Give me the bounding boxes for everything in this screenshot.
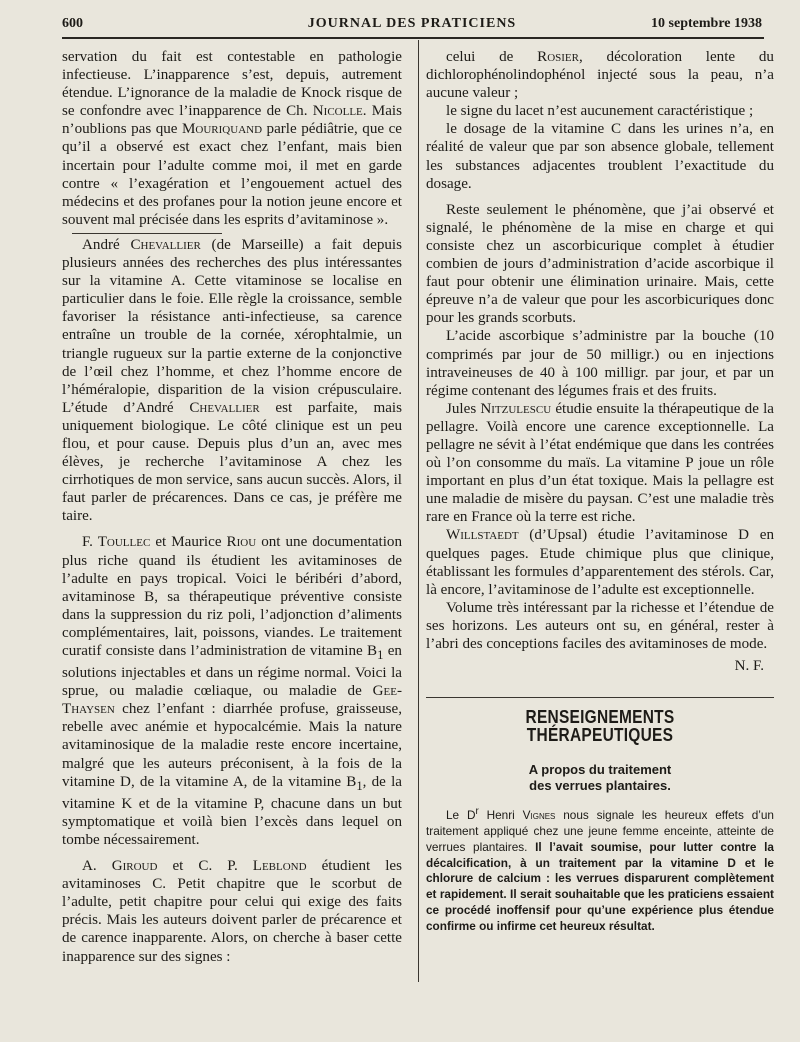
paragraph-willstaedt: Willstaedt (d’Upsal) étudie l’avitaminose D en quelques pages. Etude chimique plus que clinique, établissant les formules d’apparentement des stérols. Car, là encore, l’avitaminose de l’adulte est exceptionnelle. bbox=[426, 527, 774, 598]
paragraph-gap bbox=[62, 525, 402, 533]
subscript: 1 bbox=[377, 648, 384, 663]
author-name: F. Toullec bbox=[82, 534, 151, 551]
article-title: A propos du traitement des verrues plantaires. bbox=[528, 762, 672, 794]
column-divider bbox=[418, 40, 419, 982]
emphasis-text: Il serait souhaitable que les praticiens essaient ce procédé inoffensif pour qu’une expérience plus étendue confirme ou infirme cet heureux résultat. bbox=[426, 887, 774, 933]
author-name: Willstaedt bbox=[446, 527, 519, 544]
paragraph-mouriquand: servation du fait est contestable en pathologie infectieuse. L’inapparence s’est, depuis, autrement étendue. L’ignorance de la maladie de Knock risque de se confondre avec l’inapparence de Ch. Nicolle. Mais n’oublions pas que Mouriquand parle pédiâtrie, que ce qu’il a observé est exact chez l’enfant, mais bien incertain pour l’adulte comme moi, il met en garde contre « l’exagération et l’engouement actuel des médecins et des profanes pour la notion jeune encore et souvent mal précisée dans les esprits d’avitaminose ». bbox=[62, 49, 402, 228]
superscript: r bbox=[475, 806, 479, 818]
section-title: RENSEIGNEMENTS THÉRAPEUTIQUES bbox=[525, 707, 675, 746]
author-name: Chevallier bbox=[130, 236, 201, 253]
right-column bbox=[426, 48, 774, 935]
article-body: Le $D^r$ Henri Vignes nous signale les heureux effets d’un traitement appliqué chez une jeune femme enceinte, atteinte de verrues plantaires. Il l’avait soumise, pour lutter contre la décalcification, à un traitement par la vitamine D et le chlorure de calcium : les verrues disparurent complètement et rapidement. Il serait souhaitable que les praticiens essaient ce procédé inoffensif pour qu’une expérience plus étendue confirme ou infirme cet heureux résultat. bbox=[426, 806, 774, 933]
subscript: 1 bbox=[356, 778, 363, 793]
paragraph-rosier: celui de Rosier, décoloration lente du dichlorophénolindophénol injecté sous la peau, n’a aucune valeur ; bbox=[426, 49, 774, 102]
author-name: Gee-Thaysen bbox=[62, 683, 402, 718]
paragraph-gap bbox=[62, 849, 402, 857]
paragraph-mise-en-charge: Reste seulement le phénomène, que j’ai observé et signalé, le phénomène de la mise en charge et qui consiste chez un ascorbicurique complet à étudier combien de jours d’administration d’acide ascorbique il faut pour obtenir une élimination urinaire. Mais, cette épreuve n’a de valeur que pour les ascorbicuriques donc pour les grands scorbuts. bbox=[426, 201, 774, 327]
author-signature: N. F. bbox=[734, 658, 764, 675]
paragraph-dosage: le dosage de la vitamine C dans les urines n’a, en réalité de valeur que par son absence globale, tellement les substances adjacentes troublent l’exactitude du dosage. bbox=[426, 121, 774, 192]
journal-title: JOURNAL DES PRATICIENS bbox=[307, 16, 517, 31]
paragraph-toullec: F. Toullec et Maurice Riou ont une documentation plus riche quand ils étudient les avitaminoses de l’adulte en pays tropical. Voici le béribéri d’abord, avitaminose B, sa thérapeutique préventive consiste dans la suppression du riz poli, l’adjonction d’aliments complémentaires, lait, poissons, viandes. Le traitement curatif consiste dans l’administration de vitamine $B_1$ en solutions injectables et dans un régime normal. Voici la sprue, ou maladie cœliaque, ou maladie de Gee-Thaysen chez l’enfant : diarrhée profuse, graisseuse, rebelle avec anémie et hypocalcémie. Mais la nature avitaminosique de la maladie reste encore incertaine, malgré que les auteurs préconisent, à la fois de la vitamine D, de la vitamine A, de la vitamine $B_1$, de la vitamine K et de la vitamine P, chacune dans un but symptomatique et voilà bien l’excès dans lequel on tombe nécessairement. bbox=[62, 534, 403, 848]
running-header bbox=[62, 16, 762, 36]
issue-date: 10 septembre 1938 bbox=[651, 16, 762, 31]
page-number: 600 bbox=[62, 16, 83, 31]
paragraph-acide-ascorbique: L’acide ascorbique s’administre par la bouche (10 comprimés par jour de 50 milligr.) ou en injections intraveineuses de 40 à 100 milligr. par jour, et par un régime contenant des légumes frais et des fruits. bbox=[426, 328, 774, 399]
author-name: Mouriquand bbox=[182, 121, 263, 138]
author-name: C. P. Leblond bbox=[198, 858, 307, 875]
left-column bbox=[62, 48, 402, 966]
paragraph-nitzulescu: Jules Nitzulescu étudie ensuite la thérapeutique de la pellagre. Voilà encore une carence exceptionnelle. La pellagre ne sévit à l’état endémique que dans les contrées où l’on consomme du maïs. La vitamine P joue un rôle important en plus d’un état toxique. Mais la pellagre est une maladie de misère du paysan. C’est une maladie très rare en France où la terre est riche. bbox=[426, 400, 774, 526]
header-rule bbox=[62, 37, 764, 39]
author-name: Rosier bbox=[537, 49, 579, 65]
author-name: Nicolle bbox=[312, 103, 363, 120]
author-name: Chevallier bbox=[189, 399, 260, 416]
author-name: Vignes bbox=[522, 808, 556, 823]
emphasis-text: Il l’avait soumise, pour lutter contre la décalcification, à un traitement par la vitamine D et le chlorure de calcium : les verrues disparurent complètement et rapidement. bbox=[426, 839, 774, 902]
separator-rule bbox=[72, 233, 222, 234]
paragraph-conclusion: Volume très intéressant par la richesse et l’étendue de ses horizons. Les auteurs ont su, en général, rester à l’abri des conceptions faciles des avitaminoses de mode. bbox=[426, 599, 774, 652]
paragraph-chevallier: André Chevallier (de Marseille) a fait depuis plusieurs années des recherches des plus intéressantes sur la vitamine A. Cette vitaminose se localise en particulier dans le foie. Elle règle la croissance, semble favoriser la résistance anti-infectieuse, sa carence entraîne un trouble de la cornée, xérophtalmie, un triangle rugueux sur la partie externe de la conjonctive de l’œil chez l’homme, et chez l’homme encore de l’héméralopie, disparition de la vision crépusculaire. L’étude d’André Chevallier est parfaite, mais uniquement biologique. Le côté clinique est un peu flou, et pour cause. Depuis plus d’un an, avec mes élèves, je recherche l’avitaminose A chez les cirrhotiques de mon service, sans aucun succès. Alors, il faut parler de précarences. Dans ce cas, je préfère me taire. bbox=[62, 236, 403, 525]
author-name: Riou bbox=[226, 534, 257, 551]
author-name: A. Giroud bbox=[82, 858, 158, 875]
paragraph-lacet: le signe du lacet n’est aucunement caractéristique ; bbox=[446, 103, 754, 120]
section-rule bbox=[426, 697, 774, 698]
paragraph-giroud: A. Giroud et C. P. Leblond étudient les avitaminoses C. Petit chapitre que le scorbut de l’adulte, petit chapitre pour celui qui exige des faits précis. Mais les auteurs doivent parler de précarence et de carence inapparente. Alors, on cherche à baser cette inapparence sur des signes : bbox=[62, 858, 402, 965]
paragraph-gap bbox=[426, 193, 774, 201]
author-name: Nitzulescu bbox=[480, 400, 552, 417]
